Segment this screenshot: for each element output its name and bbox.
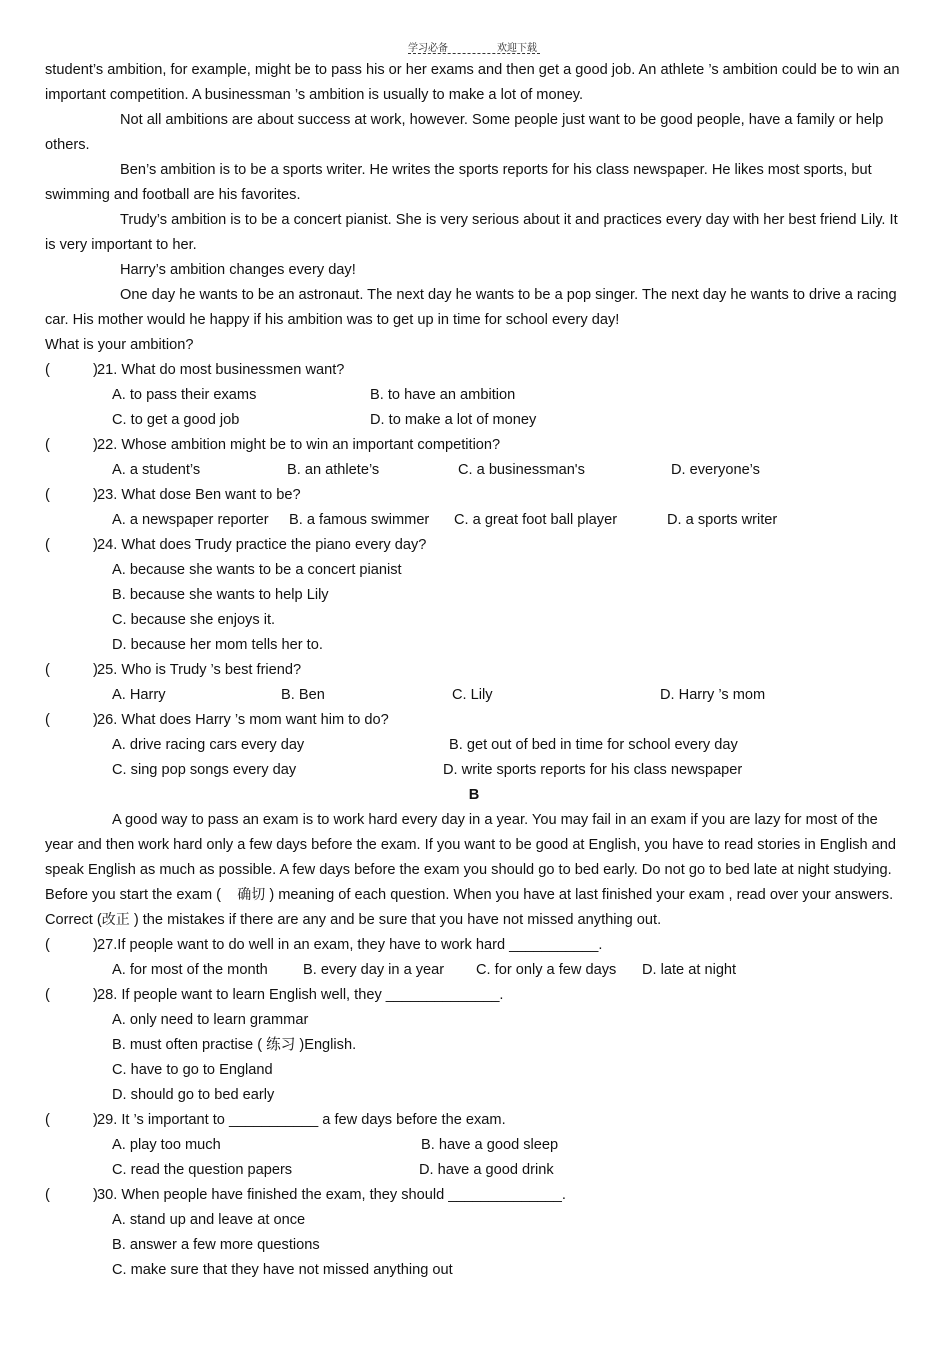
question-number: 26 [97, 712, 114, 728]
question-number: 27 [97, 937, 114, 953]
option-a[interactable]: A. to pass their exams [112, 387, 257, 403]
question-number: 22 [97, 437, 114, 453]
option-a[interactable]: A. for most of the month [112, 962, 268, 978]
option-a[interactable]: A. only need to learn grammar [112, 1012, 309, 1028]
question-22: ( ) 22. Whose ambition might be to win an important competition? [45, 437, 501, 453]
options-row [45, 1033, 903, 1058]
options-row [45, 608, 903, 633]
option-c[interactable]: C. a great foot ball player [454, 512, 618, 528]
question-number: 28 [97, 987, 114, 1003]
options-row [45, 1208, 903, 1233]
options-row [45, 508, 903, 533]
question-text: If people want to learn English well, they ______________. [121, 987, 504, 1003]
option-c[interactable]: C. Lily [452, 687, 493, 703]
question-number: 25 [97, 662, 114, 678]
passage-a-paragraph: Trudy’s ambition is to be a concert pianist. She is very serious about it and practices every day with her best friend Lily. It is very important to her. [45, 212, 898, 253]
option-d[interactable]: D. a sports writer [667, 512, 778, 528]
options-row [45, 633, 903, 658]
option-d[interactable]: D. Harry ’s mom [660, 687, 766, 703]
question-27: ( ) 27.If people want to do well in an exam, they have to work hard ___________. [45, 937, 603, 953]
option-a[interactable]: A. stand up and leave at once [112, 1212, 306, 1228]
option-b[interactable]: B. an athlete’s [287, 462, 380, 478]
option-d[interactable]: D. should go to bed early [112, 1087, 275, 1103]
question-text: What do most businessmen want? [121, 362, 345, 378]
question-number: 23 [97, 487, 114, 503]
question-23: ( ) 23. What dose Ben want to be? [45, 487, 301, 503]
options-row [45, 1083, 903, 1108]
question-number: 30 [97, 1187, 114, 1203]
passage-a-paragraph: student’s ambition, for example, might be to pass his or her exams and then get a good job. An athlete ’s ambition could be to win an important competition. A businessman ’s ambition is usually to make a lot of money. [45, 62, 900, 103]
option-b[interactable]: B. get out of bed in time for school every day [449, 737, 738, 753]
header-divider [408, 53, 540, 54]
passage-a-paragraph: Ben’s ambition is to be a sports writer. He writes the sports reports for his class newspaper. He likes most sports, but swimming and football are his favorites. [45, 162, 872, 203]
question-text: What dose Ben want to be? [121, 487, 301, 503]
passage-b-text: ) the mistakes if there are any and be sure that you have not missed anything out. [133, 912, 662, 928]
passage-a-paragraph: Harry’s ambition changes every day! [120, 262, 356, 278]
options-row [45, 1258, 903, 1283]
options-row [45, 458, 903, 483]
options-row [45, 683, 903, 708]
option-a[interactable]: A. Harry [112, 687, 166, 703]
option-a[interactable]: A. drive racing cars every day [112, 737, 305, 753]
option-d[interactable]: D. everyone’s [671, 462, 760, 478]
options-row [45, 1133, 903, 1158]
option-d[interactable]: D. because her mom tells her to. [112, 637, 323, 653]
options-row [45, 758, 903, 783]
option-d[interactable]: D. have a good drink [419, 1162, 554, 1178]
question-text: If people want to do well in an exam, they have to work hard ___________. [117, 937, 603, 953]
page-header [0, 37, 950, 57]
options-row [45, 558, 903, 583]
passage-a-paragraph: Not all ambitions are about success at work, however. Some people just want to be good people, have a family or help others. [45, 112, 884, 153]
options-row [45, 1058, 903, 1083]
passage-a-paragraph: One day he wants to be an astronaut. The next day he wants to be a pop singer. The next day he wants to drive a racing car. His mother would he happy if his ambition was to get up in time for school every day! [45, 287, 897, 328]
option-d[interactable]: D. write sports reports for his class newspaper [443, 762, 743, 778]
options-row [45, 1158, 903, 1183]
question-number: 21 [97, 362, 114, 378]
options-row [45, 1008, 903, 1033]
options-row [45, 733, 903, 758]
option-a[interactable]: A. a newspaper reporter [112, 512, 269, 528]
option-a[interactable]: A. because she wants to be a concert pianist [112, 562, 402, 578]
question-number: 29 [97, 1112, 114, 1128]
question-text: What does Harry ’s mom want him to do? [121, 712, 389, 728]
options-row [45, 958, 903, 983]
question-text: When people have finished the exam, they should ______________. [121, 1187, 566, 1203]
question-text: Whose ambition might be to win an important competition? [121, 437, 501, 453]
option-c[interactable]: C. read the question papers [112, 1162, 293, 1178]
option-b[interactable]: B. to have an ambition [370, 387, 516, 403]
option-d[interactable]: D. to make a lot of money [370, 412, 537, 428]
option-b[interactable]: B. a famous swimmer [289, 512, 430, 528]
option-d[interactable]: D. late at night [642, 962, 737, 978]
passage-b-text: ) meaning of each question. When you have at last finished your exam , read over your answers. Correct ( [45, 887, 894, 928]
question-24: ( ) 24. What does Trudy practice the piano every day? [45, 537, 427, 553]
options-row [45, 408, 903, 433]
passage-b-paragraph [45, 808, 903, 933]
option-b[interactable]: B. answer a few more questions [112, 1237, 320, 1253]
question-text: What does Trudy practice the piano every day? [121, 537, 427, 553]
section-b-title: B [468, 787, 480, 803]
options-row [45, 583, 903, 608]
question-26: ( ) 26. What does Harry ’s mom want him to do? [45, 712, 389, 728]
option-b[interactable]: B. because she wants to help Lily [112, 587, 329, 603]
option-a[interactable]: A. a student’s [112, 462, 201, 478]
option-c[interactable]: C. because she enjoys it. [112, 612, 276, 628]
option-b[interactable]: B. must often practise ( 练习 )English. [112, 1037, 357, 1053]
option-c[interactable]: C. sing pop songs every day [112, 762, 297, 778]
gloss-correct: 改正 [101, 912, 130, 928]
gloss-exact: 确切 [237, 887, 266, 903]
question-25: ( ) 25. Who is Trudy ’s best friend? [45, 662, 302, 678]
options-row [45, 1233, 903, 1258]
question-text: It ’s important to ___________ a few days before the exam. [121, 1112, 506, 1128]
passage-b-text: A good way to pass an exam is to work hard every day in a year. You may fail in an exam if you are lazy for most of the year and then work hard only a few days before the exam. If you want to be good at English, you have to read stories in English and speak English as much as possible. A few days before the exam you should go to bed early. Do not go to bed late at night studying. Before you start the exam ( [45, 812, 897, 903]
option-b[interactable]: B. have a good sleep [421, 1137, 559, 1153]
header-right: 欢迎下载 [497, 43, 537, 54]
option-c[interactable]: C. to get a good job [112, 412, 240, 428]
option-b[interactable]: B. every day in a year [303, 962, 445, 978]
option-c[interactable]: C. have to go to England [112, 1062, 273, 1078]
question-text: Who is Trudy ’s best friend? [121, 662, 302, 678]
question-29: ( ) 29. It ’s important to ___________ a few days before the exam. [45, 1112, 506, 1128]
question-number: 24 [97, 537, 114, 553]
passage-a-paragraph: What is your ambition? [45, 337, 194, 353]
question-21: ( ) 21. What do most businessmen want? [45, 362, 345, 378]
option-b[interactable]: B. Ben [281, 687, 325, 703]
question-30: ( ) 30. When people have finished the exam, they should ______________. [45, 1187, 566, 1203]
header-left: 学习必备 [408, 43, 448, 54]
option-c[interactable]: C. for only a few days [476, 962, 617, 978]
option-c[interactable]: C. make sure that they have not missed anything out [112, 1262, 453, 1278]
options-row [45, 383, 903, 408]
option-c[interactable]: C. a businessman's [458, 462, 585, 478]
question-28: ( ) 28. If people want to learn English well, they ______________. [45, 987, 504, 1003]
document-body [45, 58, 903, 1283]
option-a[interactable]: A. play too much [112, 1137, 221, 1153]
